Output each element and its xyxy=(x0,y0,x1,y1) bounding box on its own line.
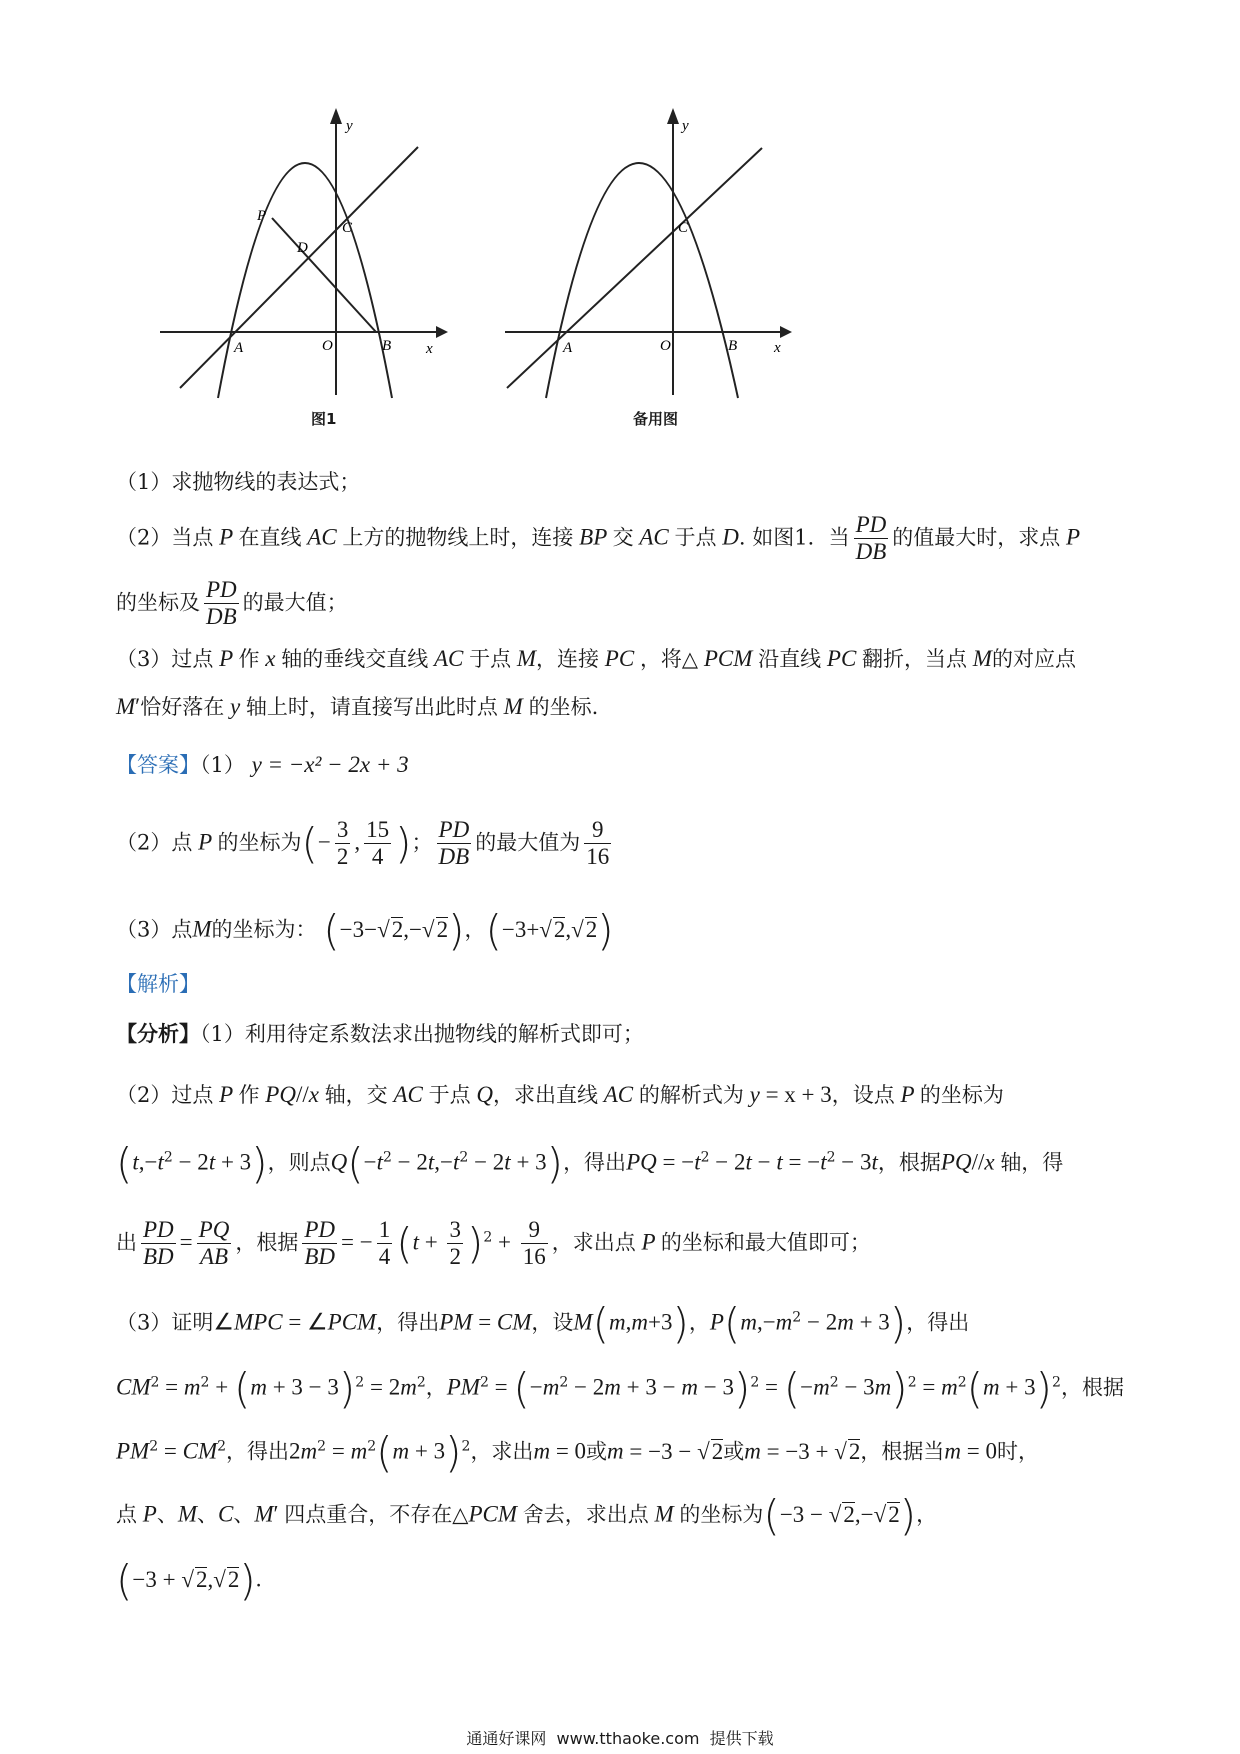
answer-1: 【答案】（1） y = −x² − 2x + 3 xyxy=(116,752,409,777)
question-2-line-2: 的坐标及 $\frac{PD}{DB}$ 的最大值； xyxy=(116,577,348,630)
fig1-x-label: x xyxy=(426,341,433,357)
answer-2: （2）点 P 的坐标为(− $\frac{3}{2}$ , $\frac{15}{4}$ )； $\frac{PD}{DB}$ 的最大值为 $\frac{9}{16}$ xyxy=(116,817,610,870)
question-3-line-1: （3）过点 P 作 x 轴的垂线交直线 AC 于点 M，连接 PC ，将△ PCM 沿直线 PC 翻折，当点 M的对应点 xyxy=(116,646,1076,671)
question-2-line-1: （2）当点 P 在直线 AC 上方的抛物线上时，连接 BP 交 AC 于点 D. 如图1．当 $\frac{PD}{DB}$ 的值最大时，求点 P xyxy=(116,512,1081,565)
fig1-O-label: O xyxy=(322,338,333,354)
analysis-6: $CM^2 = m^2 + (m + 3 - 3)^2 = 2m^2$，$PM^2 = (-m^2 - 2m + 3 - m - 3)^2 = (-m^2 - 3m)^2 = m^2(m + 3)^2$，根据 xyxy=(116,1364,1124,1413)
analysis-tag: 【解析】 xyxy=(116,972,200,996)
analysis-1: 【分析】（1）利用待定系数法求出抛物线的解析式即可； xyxy=(116,1021,644,1046)
fig2-B-label: B xyxy=(728,338,738,354)
analysis-4: 出 $\frac{PD}{BD}$ = $\frac{PQ}{AB}$ ，根据 $\frac{PD}{BD}$ = − $\frac{1}{4}$ (t + $\frac{3}{2}$ )$^2$ + $\frac{9}{16}$ ，求出点 P 的坐标和最大值即可； xyxy=(116,1217,871,1270)
fig1-P-label: P xyxy=(257,208,267,224)
fig2-O-label: O xyxy=(660,338,671,354)
fig2-A-label: A xyxy=(563,340,573,356)
figure-2 xyxy=(500,95,800,440)
analysis-7: $PM^2 = CM^2$，得出$2m^2 = m^2(m + 3)^2$，求出m = 0或m = −3 − √2或m = −3 + √2，根据当m = 0时， xyxy=(116,1428,1039,1477)
fig1-B-label: B xyxy=(382,338,392,354)
fig2-y-label: y xyxy=(682,118,689,134)
fig1-y-label: y xyxy=(346,118,353,134)
fig1-D-label: D xyxy=(297,240,308,256)
figure-1 xyxy=(150,95,450,440)
analysis-2: （2）过点 P 作 PQ//x 轴，交 AC 于点 Q，求出直线 AC 的解析式为 y = x + 3，设点 P 的坐标为 xyxy=(116,1082,1004,1107)
figure-1-caption: 图1 xyxy=(311,410,337,428)
figure-2-caption: 备用图 xyxy=(633,410,679,428)
fig2-x-label: x xyxy=(774,340,781,356)
analysis-5: （3）证明∠MPC = ∠PCM，得出PM = CM，设M(m,m+3)，$P(m,-m^2 - 2m + 3)$，得出 xyxy=(116,1299,970,1348)
fig1-C-label: C xyxy=(342,220,353,236)
fig2-C-label: C xyxy=(678,220,689,236)
fig1-A-label: A xyxy=(234,340,244,356)
question-3-line-2: M′恰好落在 y 轴上时，请直接写出此时点 M 的坐标. xyxy=(116,694,599,719)
answer-3: （3）点M的坐标为： (−3−√2,−√2)，(−3+√2,√2) xyxy=(116,906,614,955)
analysis-8: 点 P、M、C、M′ 四点重合，不存在△PCM 舍去，求出点 M 的坐标为(−3 − √2,−√2)， xyxy=(116,1491,938,1540)
analysis-3: $(t,-t^2 - 2t + 3)$，则点$Q(-t^2 - 2t,-t^2 - 2t + 3)$，得出PQ = $-t^2 - 2t - t = -t^2 - 3t$，根据PQ//x 轴，得 xyxy=(116,1139,1064,1188)
question-1: （1）求抛物线的表达式； xyxy=(116,470,361,494)
analysis-9: (−3 + √2,√2). xyxy=(116,1556,262,1605)
footer-text: 通通好课网 www.tthaoke.com 提供下载 xyxy=(466,1729,774,1748)
